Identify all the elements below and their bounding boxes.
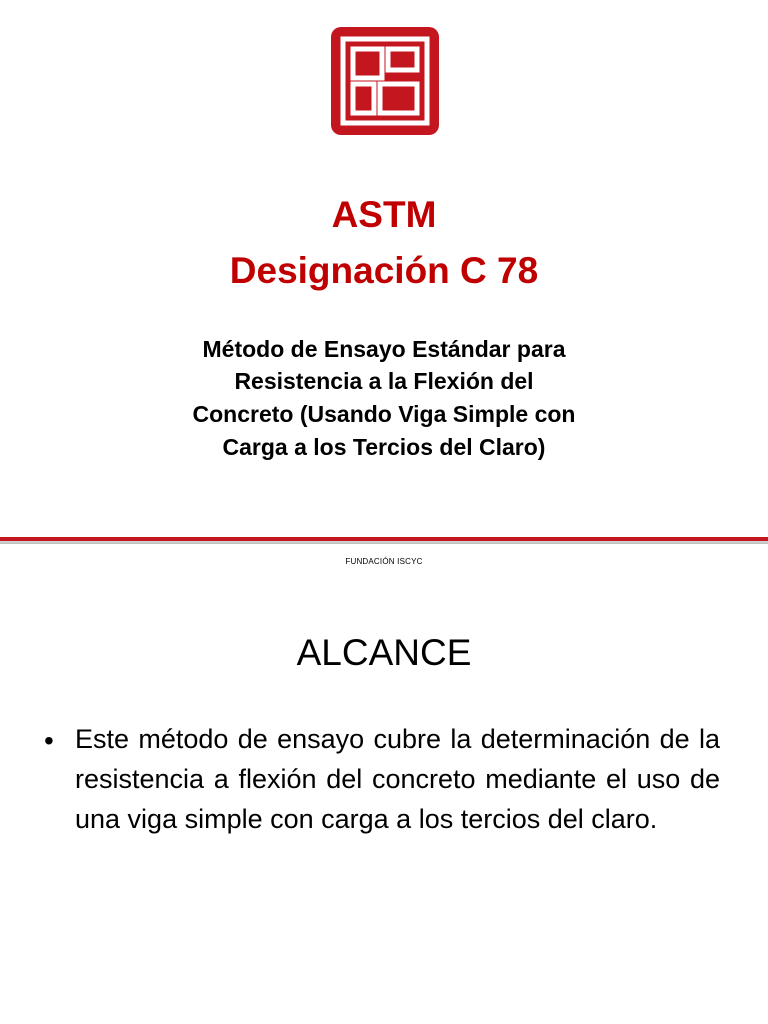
footer-divider [0, 537, 768, 544]
title-astm: ASTM [331, 194, 437, 235]
section-heading: ALCANCE [296, 632, 472, 673]
subtitle-line: Carga a los Tercios del Claro) [222, 434, 546, 460]
subtitle-line: Resistencia a la Flexión del [234, 368, 534, 394]
title-designation: Designación C 78 [229, 250, 539, 291]
subtitle-line: Concreto (Usando Viga Simple con [192, 401, 576, 427]
bullet-icon: • [44, 725, 54, 756]
subtitle-line: Método de Ensayo Estándar para [202, 336, 566, 362]
footer-label: FUNDACIÓN ISCYC [345, 557, 423, 566]
scope-slide [0, 576, 768, 1024]
bullet-paragraph: Este método de ensayo cubre la determinación de la resistencia a flexión del concreto mediante el uso de una viga simple con carga a los tercios del claro. [75, 724, 720, 834]
iscyc-logo-icon [331, 27, 439, 135]
